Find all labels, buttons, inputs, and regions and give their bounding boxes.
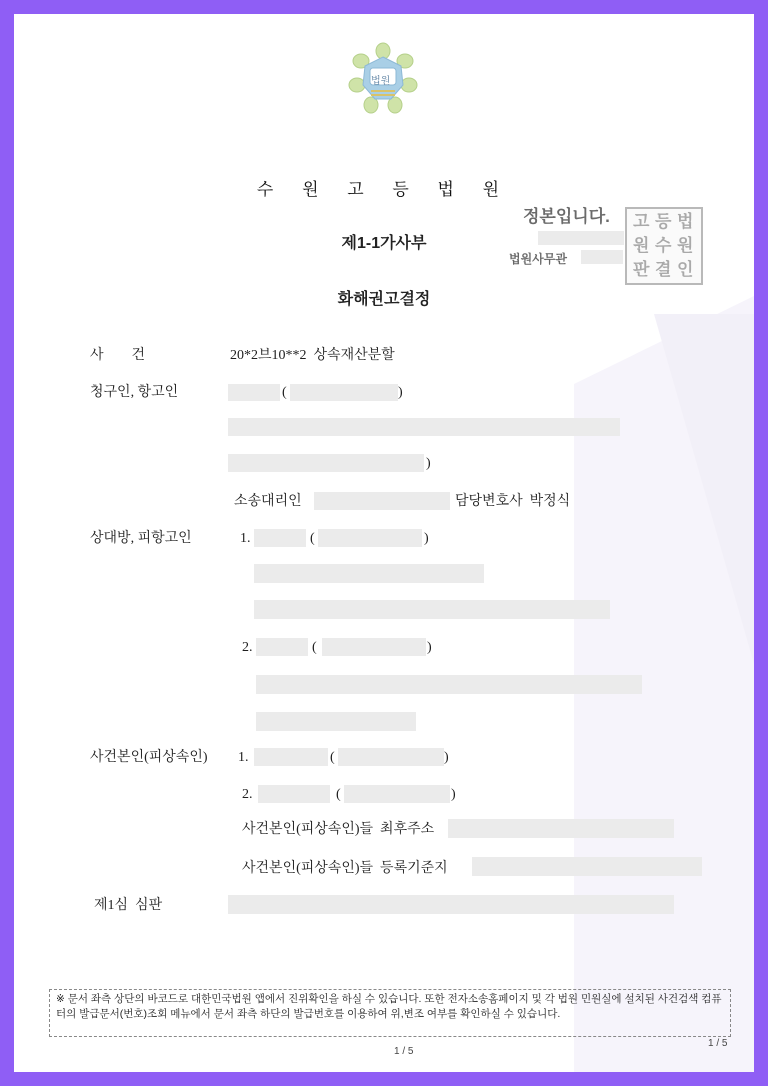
princ1-paren-open: (	[330, 750, 335, 765]
page-number-right: 1 / 5	[708, 1038, 728, 1049]
seal-char: 등	[655, 212, 672, 231]
page-number-center: 1 / 5	[394, 1046, 414, 1057]
claimant-label: 청구인, 항고인	[90, 385, 179, 400]
resp2-paren-open: (	[312, 640, 317, 655]
redacted-resp1-id	[318, 529, 422, 547]
registry-label: 사건본인(피상속인)들 등록기준지	[242, 861, 448, 876]
redacted-resp2-address	[256, 675, 642, 694]
attorney-value: 담당변호사 박정식	[455, 494, 571, 509]
seal-char: 고	[633, 212, 650, 231]
document-page	[14, 14, 754, 1072]
redacted-resp2-id	[322, 638, 426, 656]
redacted-last-address	[448, 819, 674, 838]
authenticity-notice: ※ 문서 좌측 상단의 바코드로 대한민국법원 앱에서 진위확인을 하실 수 있습니다. 또한 전자소송홈페이지 및 각 법원 민원실에 설치된 사건검색 컴퓨터의 발급문서(번호)조회 메뉴에서 문서 좌측 하단의 발급번호를 이용하여 위,변조 여부를 확인하실 수 있습니다.	[49, 989, 731, 1037]
redacted-law-firm	[314, 492, 450, 510]
claimant-addr-close: )	[426, 456, 431, 471]
seal-char: 원	[633, 236, 650, 255]
redacted-resp2-name	[256, 638, 308, 656]
princ1-paren-close: )	[444, 750, 449, 765]
seal-char: 판	[633, 260, 650, 279]
emblem-label: 법원	[371, 76, 391, 87]
first-trial-label: 제1심 심판	[94, 898, 163, 913]
resp2-paren-close: )	[427, 640, 432, 655]
redacted-princ1-name	[254, 748, 328, 766]
princ2-paren-close: )	[451, 787, 456, 802]
case-label: 사 건	[90, 348, 146, 363]
last-address-label: 사건본인(피상속인)들 최후주소	[242, 822, 435, 837]
court-department: 제1-1가사부	[341, 235, 427, 252]
principal-label: 사건본인(피상속인)	[90, 750, 208, 765]
attorney-label: 소송대리인	[234, 494, 302, 509]
clerk-label: 법원사무관	[509, 252, 567, 266]
redacted-resp1-address	[254, 564, 484, 583]
redacted-claimant-address-2	[228, 454, 424, 472]
resp1-paren-close: )	[424, 531, 429, 546]
redacted-princ2-id	[344, 785, 450, 803]
seal-char: 인	[677, 260, 694, 279]
redacted-princ1-id	[338, 748, 444, 766]
resp2-number: 2.	[242, 640, 253, 655]
resp1-number: 1.	[240, 531, 251, 546]
seal-char: 원	[677, 236, 694, 255]
certified-copy-stamp: 정본입니다.	[523, 207, 610, 226]
document-title: 화해권고결정	[337, 291, 431, 308]
princ1-number: 1.	[238, 750, 249, 765]
seal-char: 법	[677, 212, 694, 231]
claimant-paren-close: )	[398, 385, 403, 400]
resp1-paren-open: (	[310, 531, 315, 546]
redacted-claimant-name	[228, 384, 280, 401]
seal-char: 수	[655, 236, 672, 255]
seal-char: 결	[655, 260, 672, 279]
claimant-paren-open: (	[282, 385, 287, 400]
redacted-first-trial	[228, 895, 674, 914]
redacted-claimant-address	[228, 418, 620, 436]
redacted-princ2-name	[258, 785, 330, 803]
court-name: 수 원 고 등 법 원	[256, 180, 512, 199]
case-value: 20*2브10**2 상속재산분할	[230, 348, 395, 363]
respondent-label: 상대방, 피항고인	[90, 531, 192, 546]
redacted-registry	[472, 857, 702, 876]
princ2-number: 2.	[242, 787, 253, 802]
redacted-resp1-name	[254, 529, 306, 547]
princ2-paren-open: (	[336, 787, 341, 802]
redacted-resp1-address-2	[254, 600, 610, 619]
redacted-resp2-address-2	[256, 712, 416, 731]
redacted-claimant-id	[290, 384, 398, 401]
